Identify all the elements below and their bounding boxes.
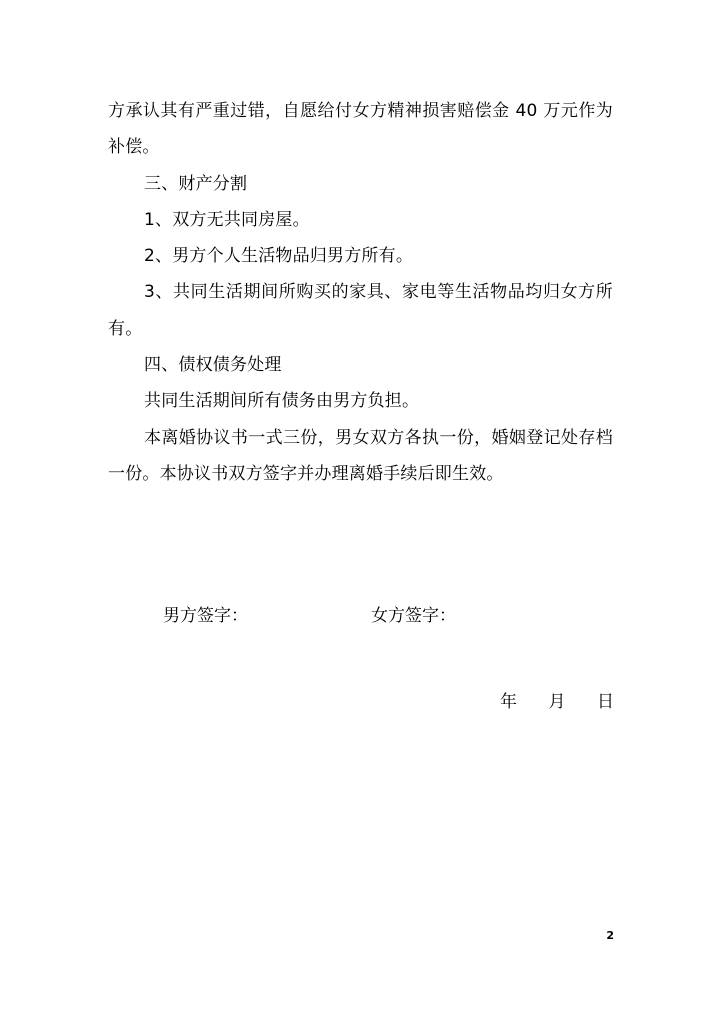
page-number: 2 xyxy=(606,929,614,942)
paragraph-property-item-3: 3、共同生活期间所购买的家具、家电等生活物品均归女方所有。 xyxy=(108,282,613,339)
paragraph-property-item-1: 1、双方无共同房屋。 xyxy=(144,209,310,230)
male-signature-label: 男方签字： xyxy=(163,606,248,626)
date-year-label: 年 xyxy=(500,692,517,712)
paragraph-copies-effective: 本离婚协议书一式三份，男女双方各执一份，婚姻登记处存档一份。本协议书双方签字并办理离婚手续后即生效。 xyxy=(108,427,613,484)
date-month-label: 月 xyxy=(548,692,566,712)
female-signature-label: 女方签字： xyxy=(371,606,456,626)
heading-debt-handling: 四、债权债务处理 xyxy=(144,355,282,376)
date-day-label: 日 xyxy=(597,692,614,712)
date-line xyxy=(500,690,614,714)
heading-property-division: 三、财产分割 xyxy=(144,173,248,194)
paragraph-debt: 共同生活期间所有债务由男方负担。 xyxy=(144,391,420,412)
paragraph-property-item-2: 2、男方个人生活物品归男方所有。 xyxy=(144,246,414,267)
agreement-body xyxy=(108,93,613,492)
paragraph-compensation: 方承认其有严重过错，自愿给付女方精神损害赔偿金 40 万元作为补偿。 xyxy=(108,101,613,158)
